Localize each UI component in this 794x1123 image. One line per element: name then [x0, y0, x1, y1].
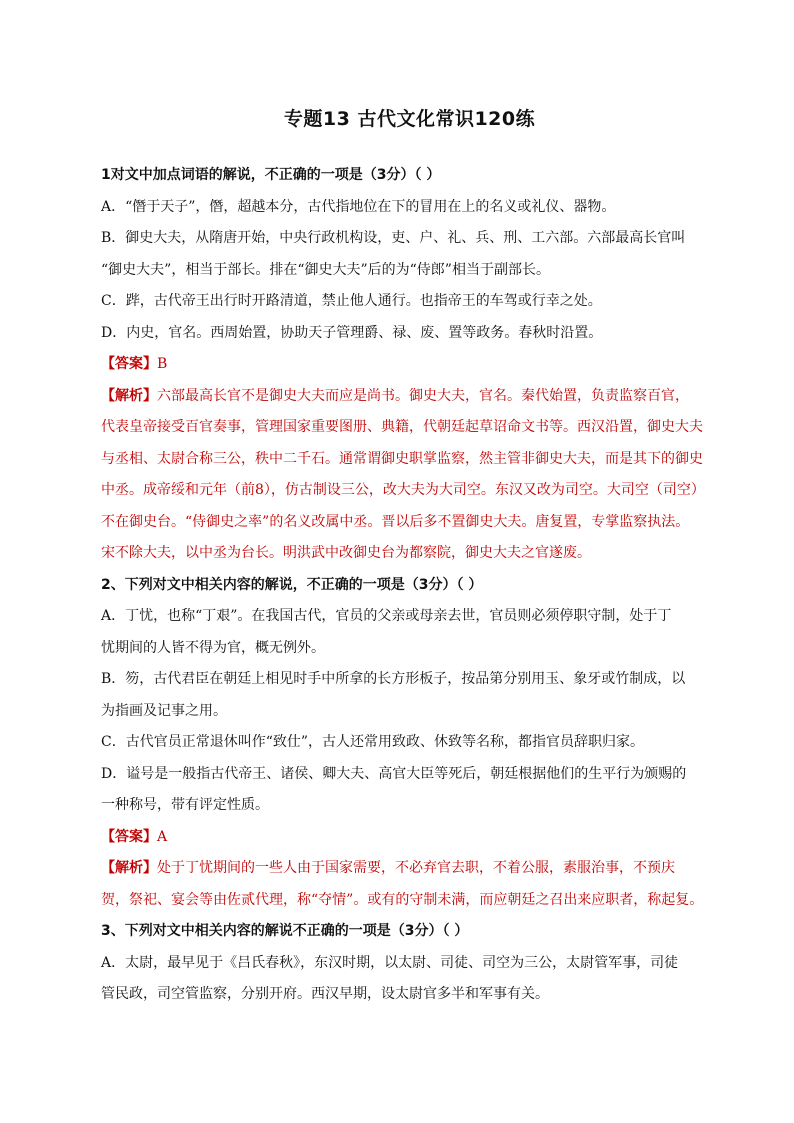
question-1	[101, 160, 718, 570]
answer-value: B	[157, 356, 168, 372]
analysis-tag: 【解析】	[101, 387, 157, 404]
question-2-option-c: C．古代官员正常退休叫作“致仕”，古人还常用致政、休致等名称，都指官员辞职归家。	[101, 734, 645, 750]
question-3-option-a-line-1: A．太尉，最早见于《吕氏春秋》，东汉时期，以太尉、司徒、司空为三公，太尉管军事，司徒	[101, 954, 679, 971]
question-1-stem: 1对文中加点词语的解说，不正确的一项是（3分）（ ）	[101, 167, 441, 183]
question-2	[101, 570, 718, 917]
question-3-option-a-line-2: 管民政，司空管监察，分别开府。西汉早期，设太尉官多半和军事有关。	[101, 986, 549, 1002]
question-2-answer	[101, 822, 718, 854]
question-1-option-b-line-2: “御史大夫”，相当于部长。排在“御史大夫”后的为“侍郎”相当于副部长。	[101, 261, 550, 278]
question-2-option-a-line-1: A．丁忧，也称“丁艰”。在我国古代，官员的父亲或母亲去世，官员则必须停职守制，处于丁	[101, 608, 672, 624]
question-2-option-b-line-2: 为指画及记事之用。	[101, 702, 227, 719]
question-1-analysis-line-6: 宋不除大夫，以中丞为台长。明洪武中改御史台为都察院，御史大夫之官遂废。	[101, 545, 591, 561]
question-1-analysis-line-5: 不在御史台。“侍御史之率”的名义改属中丞。晋以后多不置御史大夫。唐复置，专掌监察执法。	[101, 513, 690, 530]
question-2-analysis-line-1	[101, 853, 718, 885]
question-2-option-d-line-2: 一种称号，带有评定性质。	[101, 797, 269, 813]
question-2-option-b-line-1: B．笏，古代君臣在朝廷上相见时手中所拿的长方形板子，按品第分别用玉、象牙或竹制成，以	[101, 671, 686, 687]
question-3-stem: 3、下列对文中相关内容的解说不正确的一项是（3分）（ ）	[101, 923, 469, 939]
analysis-text: 处于丁忧期间的一些人由于国家需要，不必弃官去职，不着公服，素服治事，不预庆	[157, 860, 675, 876]
question-2-option-a-line-2: 忧期间的人皆不得为官，概无例外。	[101, 639, 325, 656]
question-1-analysis-line-1	[101, 381, 718, 413]
question-1-option-d: D．内史，官名。西周始置，协助天子管理爵、禄、废、置等政务。春秋时沿置。	[101, 324, 603, 341]
analysis-text: 六部最高长官不是御史大夫而应是尚书。御史大夫，官名。秦代始置，负责监察百官，	[157, 387, 689, 404]
question-1-analysis-line-2: 代表皇帝接受百官奏事，管理国家重要图册、典籍，代朝廷起草诏命文书等。西汉沿置，御史大夫	[101, 419, 703, 435]
question-1-option-c: C．跸，古代帝王出行时开路清道，禁止他人通行。也指帝王的车驾或行幸之处。	[101, 293, 602, 309]
answer-tag: 【答案】	[101, 356, 157, 372]
analysis-tag: 【解析】	[101, 860, 157, 876]
question-1-analysis-line-3: 与丞相、太尉合称三公，秩中二千石。通常谓御史职掌监察，然主管非御史大夫，而是其下的御史	[101, 450, 703, 467]
question-1-option-a: A．“僭于天子”，僭，超越本分，古代指地位在下的冒用在上的名义或礼仪、器物。	[101, 198, 616, 215]
question-3	[101, 916, 718, 1011]
question-2-stem: 2、下列对文中相关内容的解说，不正确的一项是（3分）（ ）	[101, 576, 483, 593]
question-2-option-d-line-1: D．谥号是一般指古代帝王、诸侯、卿大夫、高官大臣等死后，朝廷根据他们的生平行为颁赐的	[101, 765, 687, 782]
question-1-answer	[101, 349, 718, 381]
answer-value: A	[157, 828, 168, 845]
question-2-analysis-line-2: 贺，祭祀、宴会等由佐贰代理，称“夺情”。或有的守制未满，而应朝廷之召出来应职者，称起复。	[101, 891, 704, 908]
question-1-option-b-line-1: B．御史大夫，从隋唐开始，中央行政机构设，吏、户、礼、兵、刑、工六部。六部最高长官叫	[101, 230, 686, 246]
question-1-analysis-line-4: 中丞。成帝绥和元年（前8），仿古制设三公，改大夫为大司空。东汉又改为司空。大司空（司空）	[101, 482, 705, 498]
page-title: 专题13 古代文化常识120练	[283, 108, 536, 130]
answer-tag: 【答案】	[101, 828, 157, 845]
